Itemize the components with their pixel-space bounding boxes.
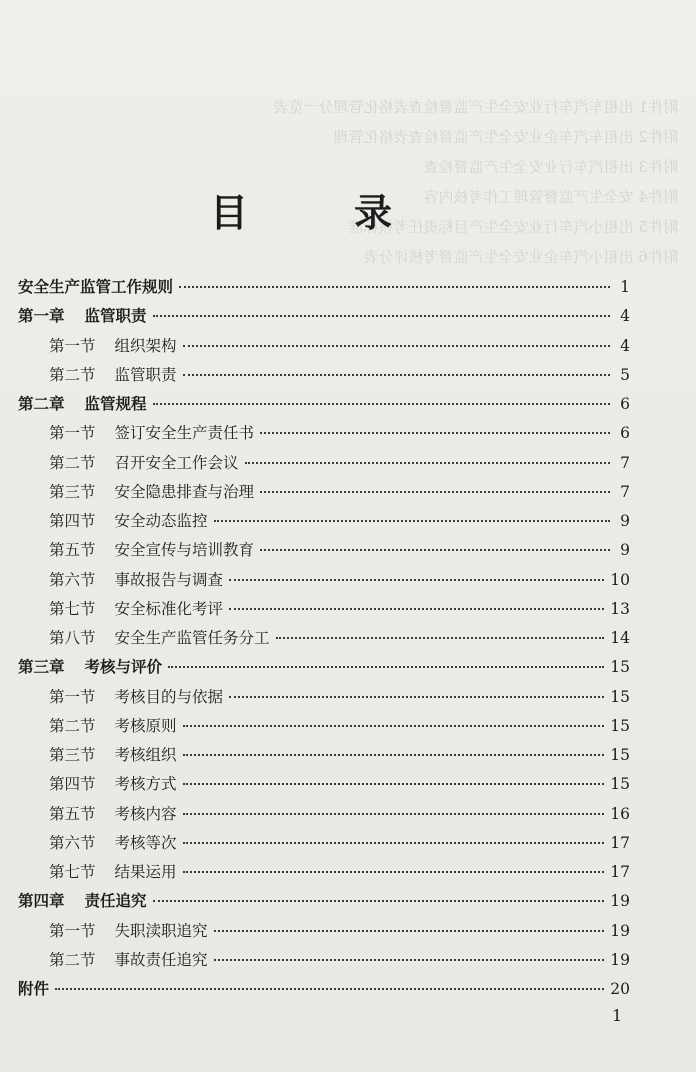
dot-leader bbox=[276, 637, 605, 639]
toc-entry-page: 6 bbox=[620, 395, 630, 413]
toc-entry-page: 15 bbox=[610, 716, 630, 735]
toc-entry-chapter[interactable] bbox=[18, 889, 630, 918]
toc-entry-page: 13 bbox=[610, 599, 630, 618]
toc-entry-section[interactable] bbox=[18, 919, 630, 948]
toc-entry-number: 第六节 bbox=[49, 570, 96, 589]
toc-entry-title: 附件 bbox=[18, 980, 50, 998]
toc-entry-number: 第四章 bbox=[18, 892, 65, 911]
toc-entry-section[interactable] bbox=[18, 948, 630, 977]
toc-entry-title: 安全标准化考评 bbox=[114, 599, 224, 618]
dot-leader bbox=[229, 608, 604, 610]
toc-entry-page: 4 bbox=[620, 336, 630, 355]
toc-entry-title: 责任追究 bbox=[84, 892, 147, 911]
toc-entry-page: 19 bbox=[610, 950, 630, 969]
toc-entry-section[interactable] bbox=[18, 538, 630, 567]
toc-entry-section[interactable] bbox=[18, 743, 630, 772]
toc-entry-title: 考核原则 bbox=[114, 716, 177, 735]
toc-entry-number: 第七节 bbox=[49, 599, 96, 618]
toc-entry-page: 7 bbox=[620, 453, 630, 472]
toc-entry-page: 17 bbox=[610, 833, 630, 852]
toc-entry-section[interactable] bbox=[18, 831, 630, 860]
bleed-line: 附件2 出租车汽车企业安全生产监督检查表格化管理 bbox=[333, 128, 678, 146]
toc-entry-page: 19 bbox=[610, 892, 630, 911]
dot-leader bbox=[153, 900, 605, 902]
toc-entry-title: 考核方式 bbox=[114, 775, 177, 794]
toc-entry-page: 19 bbox=[610, 921, 630, 940]
table-of-contents bbox=[18, 275, 630, 1006]
dot-leader bbox=[214, 959, 605, 961]
toc-entry-title: 安全生产监管工作规则 bbox=[18, 278, 174, 296]
toc-entry-title: 安全生产监管任务分工 bbox=[114, 629, 270, 647]
dot-leader bbox=[183, 374, 610, 376]
toc-entry-chapter[interactable] bbox=[18, 304, 630, 333]
toc-entry-page: 20 bbox=[610, 980, 630, 998]
toc-entry-section[interactable] bbox=[18, 451, 630, 480]
toc-entry-section[interactable] bbox=[18, 597, 630, 626]
dot-leader bbox=[153, 403, 610, 405]
toc-entry-page: 4 bbox=[620, 307, 630, 326]
dot-leader bbox=[55, 988, 604, 990]
toc-entry-number: 第二节 bbox=[49, 453, 96, 472]
toc-entry-page: 17 bbox=[610, 863, 630, 881]
toc-entry-title: 监管规程 bbox=[84, 395, 147, 413]
toc-entry-title: 考核与评价 bbox=[84, 658, 163, 677]
bleed-line: 附件6 出租小汽车企业安全生产监督考核评分表 bbox=[363, 248, 678, 266]
toc-entry-page: 6 bbox=[620, 424, 630, 443]
dot-leader bbox=[183, 783, 605, 785]
toc-entry-number: 第三节 bbox=[49, 482, 96, 501]
toc-entry-section[interactable] bbox=[18, 480, 630, 509]
toc-entry-number: 第一章 bbox=[18, 307, 65, 326]
toc-entry-page: 14 bbox=[610, 629, 630, 647]
toc-entry-number: 第一节 bbox=[49, 424, 96, 443]
toc-entry-top[interactable] bbox=[18, 977, 630, 1006]
toc-entry-number: 第三章 bbox=[18, 658, 65, 677]
toc-entry-title: 召开安全工作会议 bbox=[114, 453, 239, 472]
toc-entry-number: 第二节 bbox=[49, 950, 96, 969]
toc-entry-section[interactable] bbox=[18, 626, 630, 655]
toc-entry-title: 安全隐患排查与治理 bbox=[114, 482, 255, 501]
toc-entry-title: 结果运用 bbox=[114, 863, 177, 881]
toc-entry-number: 第三节 bbox=[49, 746, 96, 764]
toc-entry-page: 1 bbox=[620, 278, 630, 296]
dot-leader bbox=[183, 813, 605, 815]
toc-entry-number: 第一节 bbox=[49, 921, 96, 940]
toc-entry-section[interactable] bbox=[18, 772, 630, 801]
toc-entry-section[interactable] bbox=[18, 860, 630, 889]
toc-entry-number: 第七节 bbox=[49, 863, 96, 881]
toc-entry-title: 安全动态监控 bbox=[114, 512, 208, 530]
toc-entry-title: 安全宣传与培训教育 bbox=[114, 541, 255, 560]
toc-entry-section[interactable] bbox=[18, 568, 630, 597]
dot-leader bbox=[183, 842, 605, 844]
toc-entry-number: 第五节 bbox=[49, 804, 96, 823]
toc-entry-number: 第八节 bbox=[49, 629, 96, 647]
toc-entry-top[interactable] bbox=[18, 275, 630, 304]
toc-entry-page: 10 bbox=[610, 570, 630, 589]
toc-entry-section[interactable] bbox=[18, 509, 630, 538]
toc-entry-page: 9 bbox=[620, 541, 630, 560]
page-number: 1 bbox=[612, 1006, 623, 1025]
toc-entry-section[interactable] bbox=[18, 802, 630, 831]
dot-leader bbox=[183, 725, 605, 727]
toc-entry-number: 第二节 bbox=[49, 365, 96, 384]
dot-leader bbox=[229, 696, 604, 698]
toc-entry-number: 第四节 bbox=[49, 775, 96, 794]
dot-leader bbox=[183, 345, 610, 347]
toc-entry-number: 第六节 bbox=[49, 833, 96, 852]
toc-entry-number: 第一节 bbox=[49, 687, 96, 706]
toc-entry-title: 签订安全生产责任书 bbox=[114, 424, 255, 443]
toc-entry-title: 考核内容 bbox=[114, 804, 177, 823]
toc-entry-page: 15 bbox=[610, 687, 630, 706]
toc-entry-page: 16 bbox=[610, 804, 630, 823]
toc-entry-page: 15 bbox=[610, 658, 630, 677]
toc-entry-title: 事故报告与调查 bbox=[114, 570, 224, 589]
toc-entry-page: 15 bbox=[610, 775, 630, 794]
dot-leader bbox=[214, 930, 605, 932]
dot-leader bbox=[214, 520, 610, 522]
toc-entry-number: 第二节 bbox=[49, 716, 96, 735]
bleed-line: 附件1 出租车汽车行业安全生产监督检查表格化管理分一览表 bbox=[273, 98, 678, 116]
dot-leader bbox=[260, 491, 610, 493]
toc-entry-number: 第四节 bbox=[49, 512, 96, 530]
toc-entry-page: 9 bbox=[620, 512, 630, 530]
toc-entry-page: 7 bbox=[620, 482, 630, 501]
page-title: 目 录 bbox=[209, 191, 426, 235]
toc-entry-section[interactable] bbox=[18, 363, 630, 392]
toc-entry-title: 考核等次 bbox=[114, 833, 177, 852]
toc-entry-section[interactable] bbox=[18, 714, 630, 743]
toc-entry-title: 失职渎职追究 bbox=[114, 921, 208, 940]
dot-leader bbox=[183, 754, 605, 756]
toc-entry-title: 考核组织 bbox=[114, 746, 177, 764]
dot-leader bbox=[168, 666, 604, 668]
bleed-line: 附件5 出租小汽车行业安全生产目标责任考核标准 bbox=[348, 218, 678, 236]
bleed-line: 附件4 安全生产监督管理工作考核内容 bbox=[423, 188, 678, 206]
toc-entry-section[interactable] bbox=[18, 334, 630, 363]
toc-entry-title: 考核目的与依据 bbox=[114, 687, 224, 706]
toc-entry-number: 第一节 bbox=[49, 336, 96, 355]
dot-leader bbox=[260, 432, 610, 434]
toc-entry-title: 监管职责 bbox=[114, 365, 177, 384]
toc-entry-section[interactable] bbox=[18, 685, 630, 714]
toc-entry-title: 事故责任追究 bbox=[114, 950, 208, 969]
toc-entry-title: 监管职责 bbox=[84, 307, 147, 326]
dot-leader bbox=[229, 579, 604, 581]
toc-entry-page: 5 bbox=[620, 365, 630, 384]
dot-leader bbox=[179, 286, 610, 288]
dot-leader bbox=[183, 871, 605, 873]
toc-entry-section[interactable] bbox=[18, 421, 630, 450]
toc-entry-page: 15 bbox=[610, 746, 630, 764]
toc-entry-chapter[interactable] bbox=[18, 392, 630, 421]
dot-leader bbox=[153, 315, 610, 317]
dot-leader bbox=[260, 549, 610, 551]
bleed-line: 附件3 出租汽车行业安全生产监督检查 bbox=[423, 158, 678, 176]
toc-entry-chapter[interactable] bbox=[18, 655, 630, 684]
toc-entry-number: 第二章 bbox=[18, 395, 65, 413]
toc-entry-title: 组织架构 bbox=[114, 336, 177, 355]
toc-entry-number: 第五节 bbox=[49, 541, 96, 560]
dot-leader bbox=[245, 462, 610, 464]
